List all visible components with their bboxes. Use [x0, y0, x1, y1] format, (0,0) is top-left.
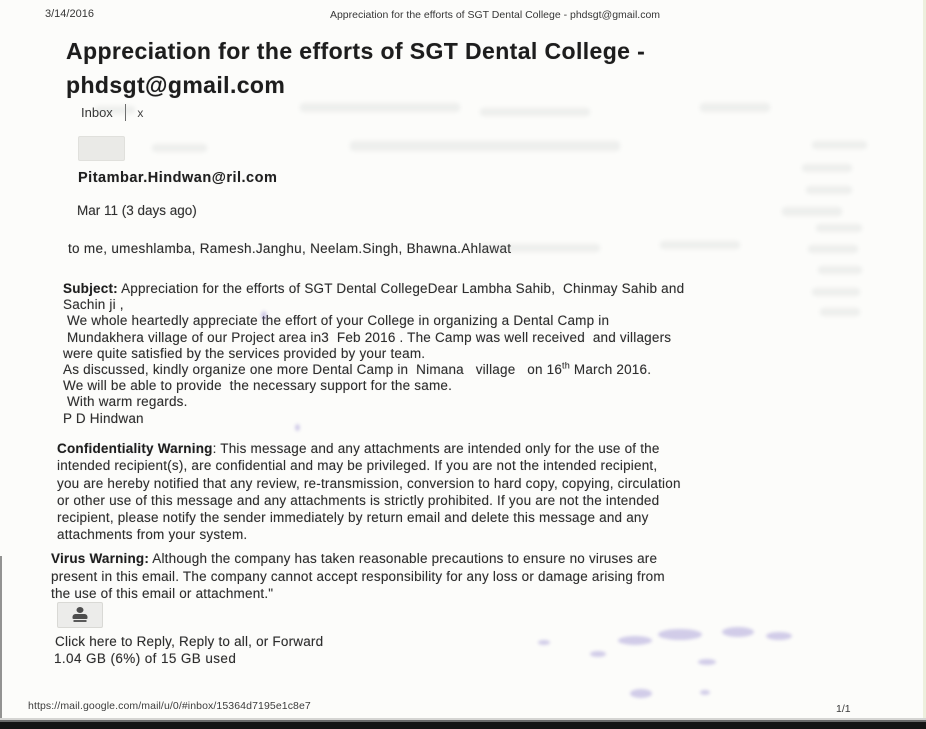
bleed-through-artifact: [480, 244, 600, 252]
ink-stain-artifact: [295, 424, 300, 431]
bleed-through-artifact: [802, 164, 852, 172]
confidentiality-label: Confidentiality Warning: [57, 441, 213, 456]
email-date: Mar 11 (3 days ago): [77, 203, 197, 218]
bleed-through-artifact: [820, 308, 860, 316]
bleed-through-artifact: [95, 106, 135, 114]
print-footer-url: https://mail.google.com/mail/u/0/#inbox/15364d7195e1c8e7: [28, 700, 311, 712]
signature-line: P D Hindwan: [63, 410, 144, 426]
warning-line: present in this email. The company cannot accept responsibility for any loss or damage arising from: [51, 568, 665, 584]
print-header: [0, 8, 926, 24]
bleed-through-artifact: [152, 144, 207, 152]
virus-label: Virus Warning:: [51, 551, 150, 566]
reply-avatar-box: [57, 602, 103, 628]
bleed-through-artifact: [660, 241, 740, 249]
print-date: 3/14/2016: [45, 8, 94, 20]
virus-warning: [51, 550, 891, 603]
inbox-label: Inbox: [81, 105, 113, 120]
ink-stain-artifact: [700, 690, 710, 695]
bleed-through-artifact: [700, 103, 770, 112]
bleed-through-artifact: [300, 103, 460, 112]
body-line: With warm regards.: [63, 394, 188, 410]
sender-avatar: [78, 136, 125, 161]
print-header-title: Appreciation for the efforts of SGT Dental College - phdsgt@gmail.com: [329, 9, 661, 21]
person-icon: [72, 607, 88, 625]
ink-stain-artifact: [590, 651, 606, 657]
warning-line: Confidentiality Warning: This message and any attachments are intended only for the use of the: [57, 441, 660, 456]
confidentiality-warning: [57, 440, 897, 544]
warning-line: or other use of this message and any attachments is strictly prohibited. If you are not the intended: [57, 492, 660, 508]
warning-line: you are hereby notified that any review, re-transmission, conversion to hard copy, copying, circulation: [57, 475, 681, 491]
bleed-through-artifact: [812, 141, 867, 149]
storage-usage-line: 1.04 GB (6%) of 15 GB used: [54, 651, 237, 666]
scan-bottom-edge: [0, 718, 926, 729]
warning-line: recipient, please notify the sender immediately by return email and delete this message and any: [57, 510, 649, 526]
scan-edge-line: [0, 556, 2, 722]
ink-stain-artifact: [261, 311, 267, 320]
body-line: Mundakhera village of our Project area in3 Feb 2016 . The Camp was well received and villagers: [63, 329, 672, 345]
body-line: were quite satisfied by the services provided by your team.: [63, 345, 426, 361]
recipients-line: to me, umeshlamba, Ramesh.Janghu, Neelam.Singh, Bhawna.Ahlawat: [68, 241, 512, 256]
warning-line: intended recipient(s), are confidential and may be privileged. If you are not the intended recipient,: [57, 458, 658, 474]
print-page-number: 1/1: [836, 703, 851, 715]
warning-line: Virus Warning: Although the company has taken reasonable precautions to ensure no viruses are: [51, 551, 658, 566]
ink-stain-artifact: [698, 659, 716, 665]
superscript-th: th: [562, 360, 570, 371]
body-line: As discussed, kindly organize one more Dental Camp in Nimana village on 16th March 2016.: [63, 360, 652, 378]
bleed-through-artifact: [816, 224, 862, 232]
bleed-through-artifact: [808, 245, 858, 253]
sender-address: Pitambar.Hindwan@ril.com: [78, 170, 278, 186]
email-body: [63, 281, 893, 427]
bleed-through-artifact: [812, 288, 860, 296]
bleed-through-artifact: [782, 207, 842, 216]
bleed-through-artifact: [480, 108, 590, 116]
body-line: We will be able to provide the necessary support for the same.: [63, 378, 453, 394]
warning-line: the use of this email or attachment.": [51, 586, 274, 602]
warning-line: attachments from your system.: [57, 527, 248, 543]
ink-stain-artifact: [722, 627, 754, 637]
ink-stain-artifact: [618, 636, 652, 645]
bleed-through-artifact: [350, 141, 620, 151]
ink-stain-artifact: [538, 640, 550, 645]
bleed-through-artifact: [818, 266, 862, 274]
body-line: Subject: Appreciation for the efforts of SGT Dental CollegeDear Lambha Sahib, Chinmay Sahib and: [63, 281, 685, 296]
reply-actions-line: Click here to Reply, Reply to all, or Forward: [55, 634, 324, 649]
bleed-through-artifact: [806, 186, 852, 194]
ink-stain-artifact: [658, 629, 702, 640]
ink-stain-artifact: [766, 632, 792, 640]
label-close-icon: x: [137, 105, 144, 120]
subject-label: Subject:: [63, 281, 118, 296]
email-subject-title: Appreciation for the efforts of SGT Dental College - phdsgt@gmail.com: [66, 38, 646, 98]
ink-stain-artifact: [630, 689, 652, 698]
body-line: Sachin ji ,: [63, 297, 124, 313]
body-line: We whole heartedly appreciate the effort of your College in organizing a Dental Camp in: [63, 313, 610, 329]
